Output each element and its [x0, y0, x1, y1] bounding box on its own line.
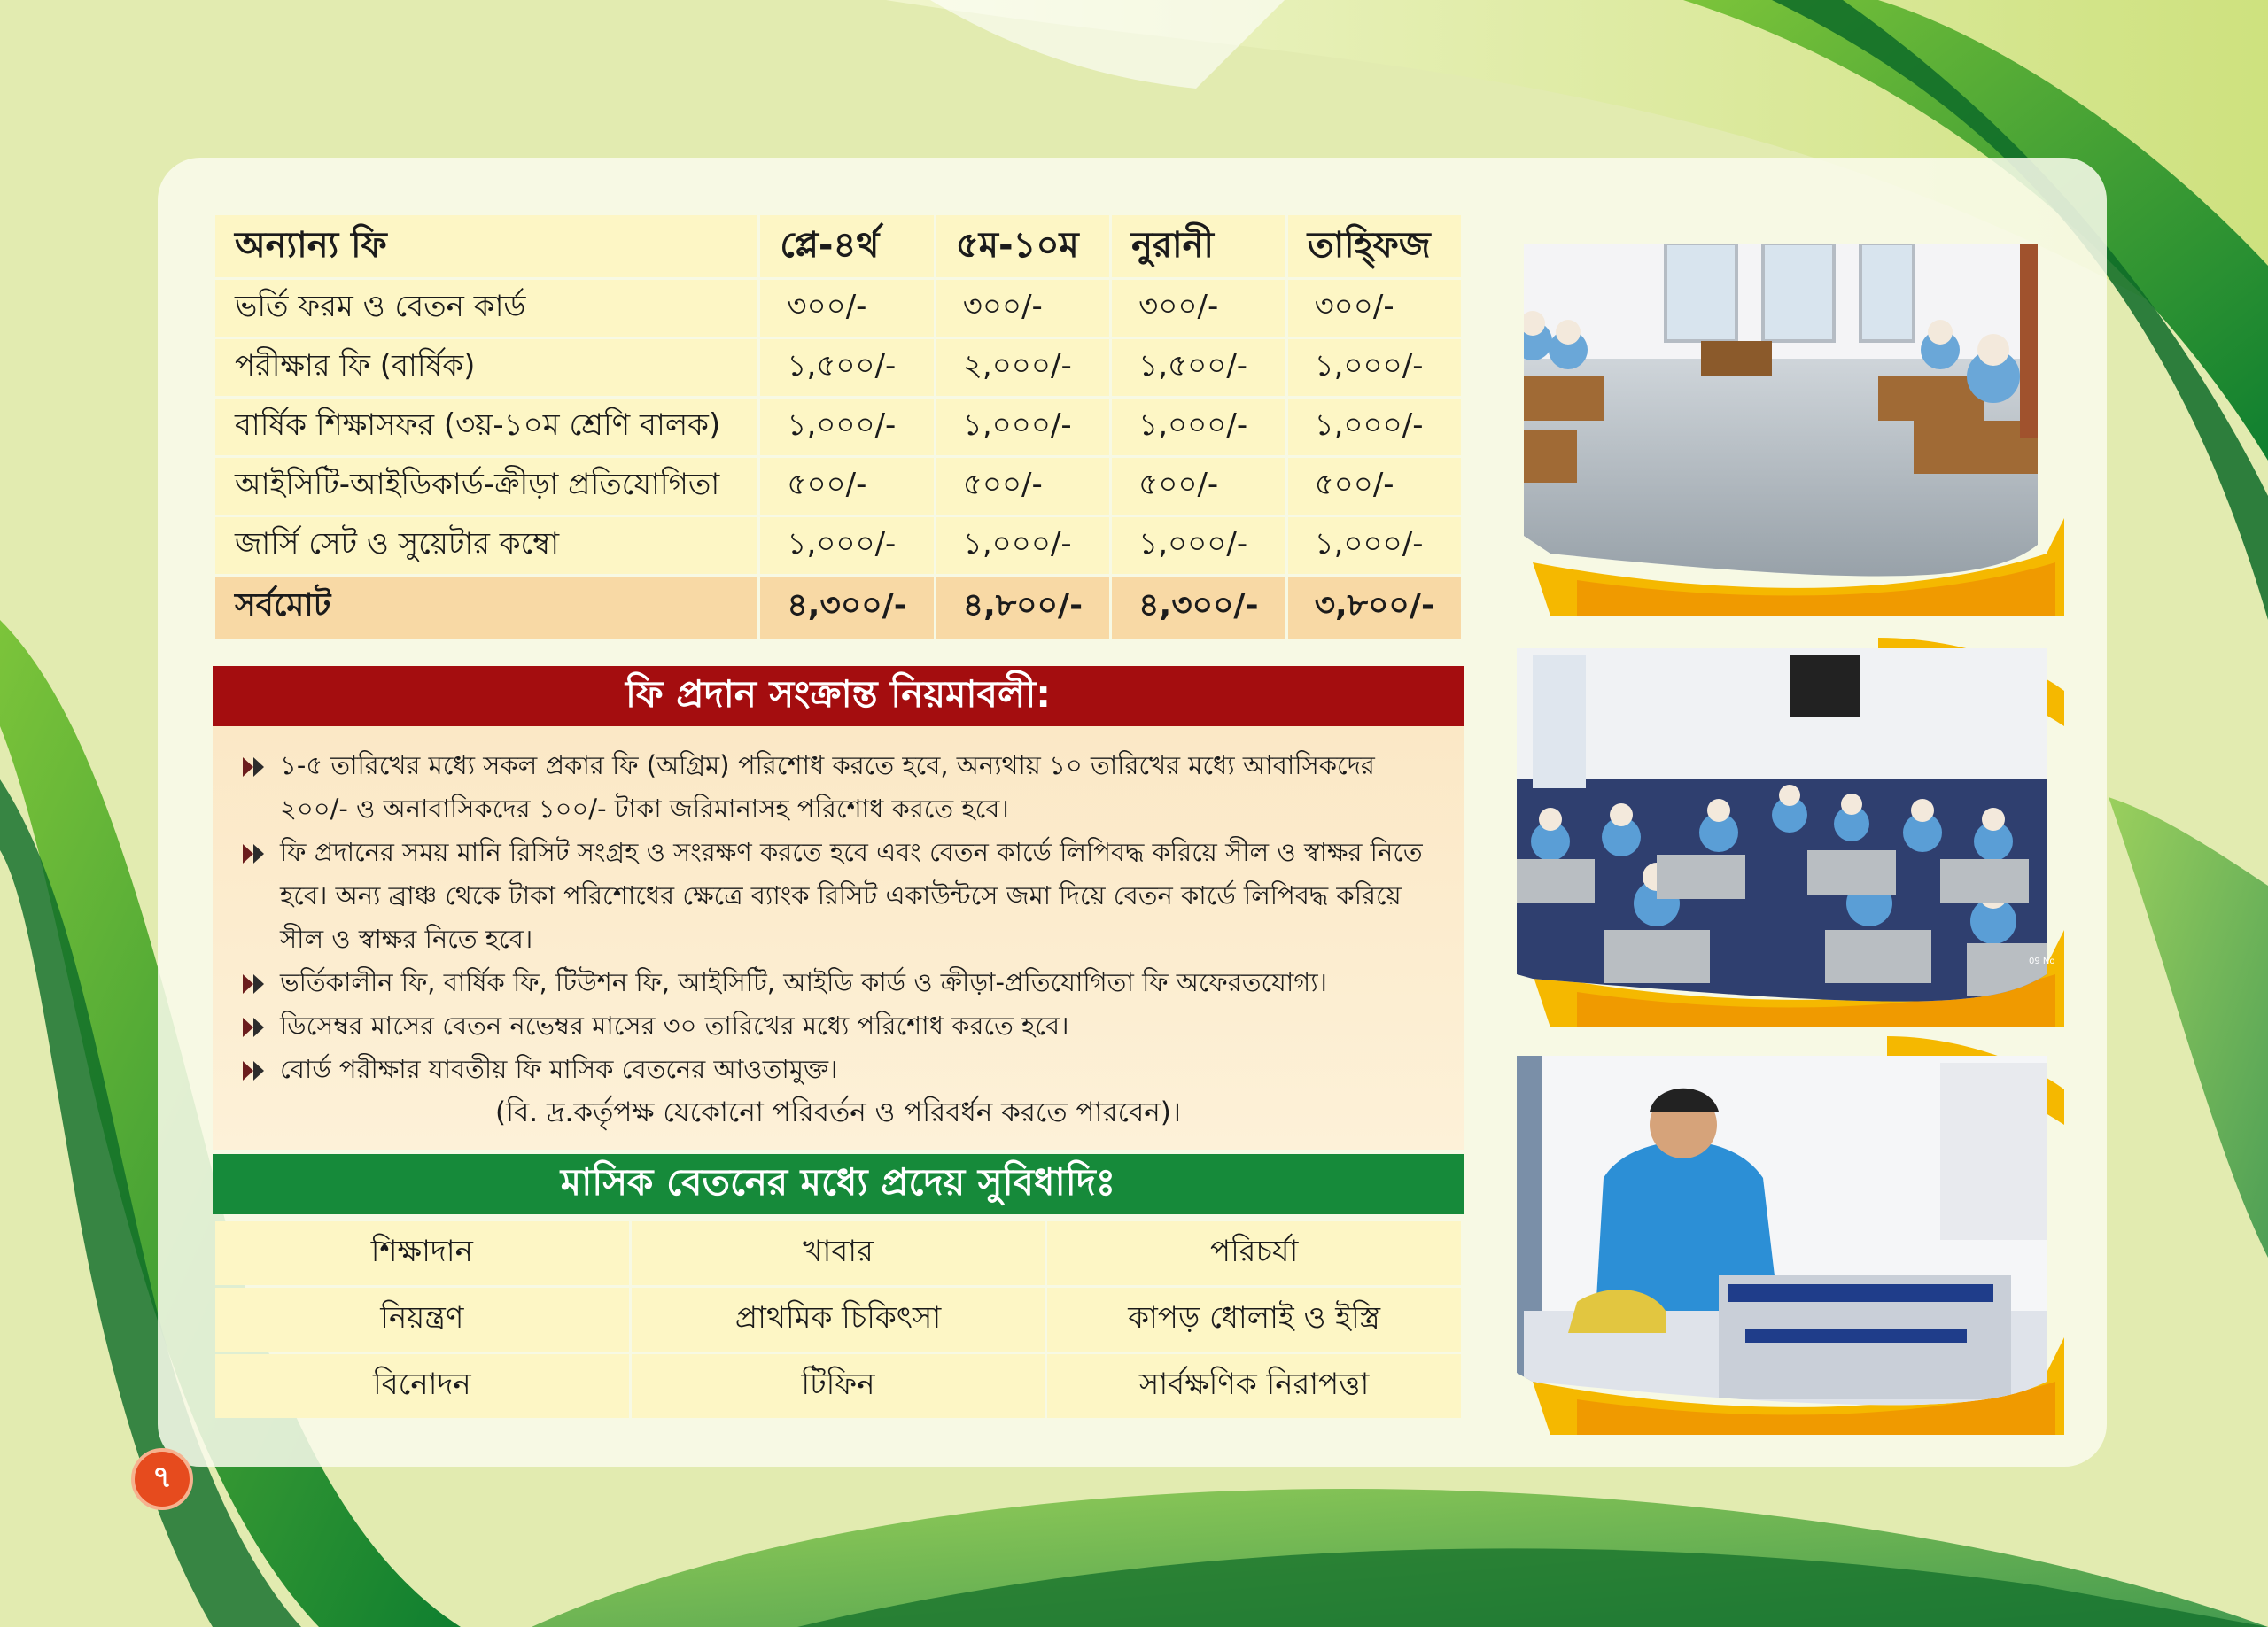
fee-table-title: অন্যান্য ফি — [215, 215, 757, 277]
arrow-bullet-icon — [243, 844, 269, 864]
benefit-item: খাবার — [632, 1221, 1045, 1285]
total-value: ৪,৩০০/- — [1112, 577, 1285, 639]
photo-exam-hall — [1497, 638, 2064, 1027]
column-header: তাহ্ফিজ — [1288, 215, 1461, 277]
benefits-header — [213, 1154, 1464, 1214]
fee-value: ৩০০/- — [1288, 280, 1461, 337]
fee-value: ১,০০০/- — [760, 399, 933, 455]
fee-value: ১,৫০০/- — [760, 339, 933, 396]
rules-title: ফি প্রদান সংক্রান্ত নিয়মাবলী: — [625, 671, 1052, 716]
benefit-item: টিফিন — [632, 1354, 1045, 1418]
total-value: ৪,৩০০/- — [760, 577, 933, 639]
total-row — [215, 577, 1461, 639]
table-row — [215, 517, 1461, 574]
row-label: পরীক্ষার ফি (বার্ষিক) — [215, 339, 757, 396]
fee-value: ৫০০/- — [936, 458, 1109, 515]
benefit-item: নিয়ন্ত্রণ — [215, 1288, 629, 1352]
fee-value: ২,০০০/- — [936, 339, 1109, 396]
rule-item: বোর্ড পরীক্ষার যাবতীয় ফি মাসিক বেতনের আওতামুক্ত। — [239, 1048, 1437, 1091]
rule-item: ভর্তিকালীন ফি, বার্ষিক ফি, টিউশন ফি, আইসিটি, আইডি কার্ড ও ক্রীড়া-প্রতিযোগিতা ফি অফেরতযোগ্য। — [239, 961, 1437, 1004]
benefit-item: বিনোদন — [215, 1354, 629, 1418]
fee-value: ১,০০০/- — [1112, 517, 1285, 574]
total-value: ৩,৮০০/- — [1288, 577, 1461, 639]
fee-table-header-row — [215, 215, 1461, 277]
total-label: সর্বমোট — [215, 577, 757, 639]
arrow-bullet-icon — [243, 1018, 269, 1037]
arrow-bullet-icon — [243, 974, 269, 994]
row-label: জার্সি সেট ও সুয়েটার কম্বো — [215, 517, 757, 574]
fee-value: ১,০০০/- — [936, 517, 1109, 574]
fee-value: ৫০০/- — [1112, 458, 1285, 515]
table-row — [215, 339, 1461, 396]
column-header: নুরানী — [1112, 215, 1285, 277]
fee-value: ১,০০০/- — [1288, 517, 1461, 574]
photo-caption: 09 No — [2029, 957, 2055, 966]
fee-value: ১,০০০/- — [1112, 399, 1285, 455]
table-row — [215, 1288, 1461, 1352]
page-number-badge: ৭ — [131, 1448, 193, 1510]
table-row — [215, 280, 1461, 337]
fee-value: ১,০০০/- — [760, 517, 933, 574]
fee-value: ৫০০/- — [760, 458, 933, 515]
table-row — [215, 1354, 1461, 1418]
benefits-grid — [213, 1219, 1464, 1421]
fee-value: ৩০০/- — [760, 280, 933, 337]
column-header: প্লে-৪র্থ — [760, 215, 933, 277]
column-header: ৫ম-১০ম — [936, 215, 1109, 277]
table-row — [215, 458, 1461, 515]
fee-value: ১,০০০/- — [1288, 339, 1461, 396]
benefit-item: কাপড় ধোলাই ও ইস্ত্রি — [1047, 1288, 1461, 1352]
arrow-bullet-icon — [243, 1061, 269, 1081]
row-label: আইসিটি-আইডিকার্ড-ক্রীড়া প্রতিযোগিতা — [215, 458, 757, 515]
rules-header — [213, 666, 1464, 726]
rule-item: ডিসেম্বর মাসের বেতন নভেম্বর মাসের ৩০ তারিখের মধ্যে পরিশোধ করতে হবে। — [239, 1004, 1437, 1048]
rules-list — [213, 726, 1464, 1091]
fee-table — [213, 213, 1464, 641]
benefit-item: শিক্ষাদান — [215, 1221, 629, 1285]
benefit-item: সার্বক্ষণিক নিরাপত্তা — [1047, 1354, 1461, 1418]
fee-value: ৫০০/- — [1288, 458, 1461, 515]
fee-value: ১,০০০/- — [936, 399, 1109, 455]
benefits-title: মাসিক বেতনের মধ্যে প্রদেয় সুবিধাদিঃ — [560, 1159, 1116, 1204]
table-row — [215, 399, 1461, 455]
rule-item: ফি প্রদানের সময় মানি রিসিট সংগ্রহ ও সংরক্ষণ করতে হবে এবং বেতন কার্ডে লিপিবদ্ধ করিয়ে সীল ও স্বাক্ষর নিতে হবে। অন্য ব্রাঞ্চ থেকে টাকা পরিশোধের ক্ষেত্রে ব্যাংক রিসিট একাউন্টসে জমা দিয়ে বেতন কার্ডে লিপিবদ্ধ করিয়ে সীল ও স্বাক্ষর নিতে হবে। — [239, 831, 1437, 961]
row-label: বার্ষিক শিক্ষাসফর (৩য়-১০ম শ্রেণি বালক) — [215, 399, 757, 455]
rules-box — [213, 726, 1464, 1150]
rule-item: ১-৫ তারিখের মধ্যে সকল প্রকার ফি (অগ্রিম) পরিশোধ করতে হবে, অন্যথায় ১০ তারিখের মধ্যে আবাসিকদের ২০০/- ও অনাবাসিকদের ১০০/- টাকা জরিমানাসহ পরিশোধ করতে হবে। — [239, 744, 1437, 831]
rules-note: (বি. দ্র.কর্তৃপক্ষ যেকোনো পরিবর্তন ও পরিবর্ধন করতে পারবেন)। — [495, 1096, 1181, 1128]
benefit-item: পরিচর্যা — [1047, 1221, 1461, 1285]
fee-value: ৩০০/- — [1112, 280, 1285, 337]
total-value: ৪,৮০০/- — [936, 577, 1109, 639]
table-row — [215, 1221, 1461, 1285]
arrow-bullet-icon — [243, 757, 269, 777]
fee-value: ১,০০০/- — [1288, 399, 1461, 455]
photo-ironing — [1497, 1027, 2064, 1435]
benefit-item: প্রাথমিক চিকিৎসা — [632, 1288, 1045, 1352]
fee-value: ৩০০/- — [936, 280, 1109, 337]
fee-value: ১,৫০০/- — [1112, 339, 1285, 396]
photo-classroom-reading — [1497, 226, 2064, 616]
row-label: ভর্তি ফরম ও বেতন কার্ড — [215, 280, 757, 337]
